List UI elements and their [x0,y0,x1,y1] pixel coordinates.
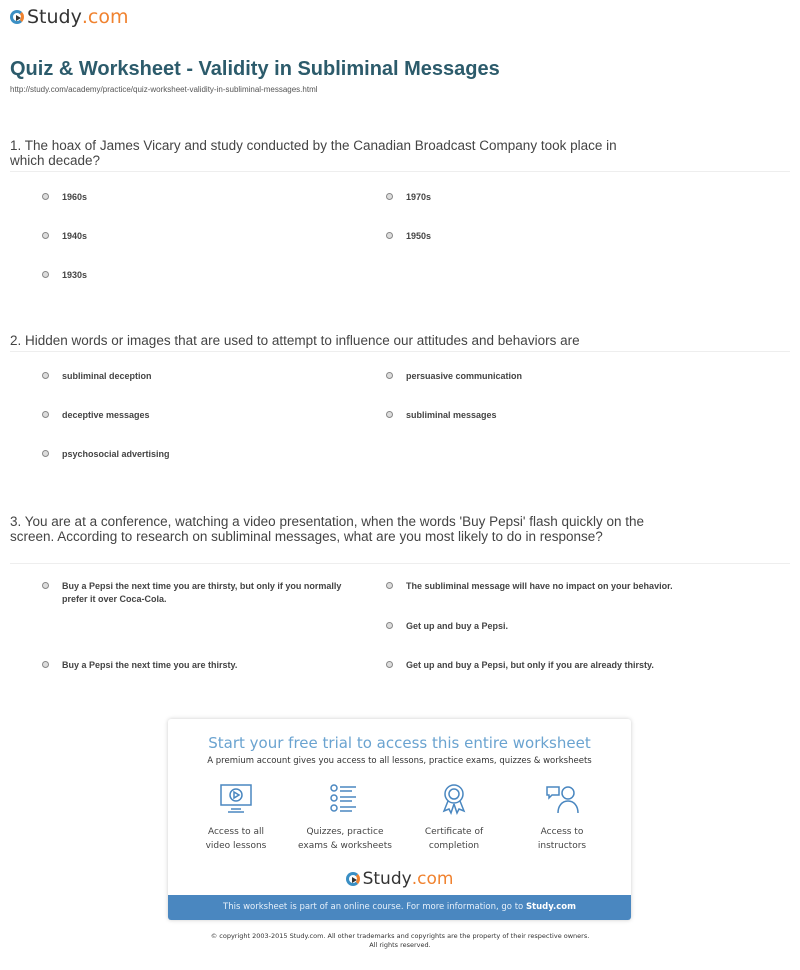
option[interactable]: Get up and buy a Pepsi. [406,620,696,633]
divider [10,171,790,172]
option[interactable]: subliminal deception [62,370,352,383]
option[interactable]: Buy a Pepsi the next time you are thirsty, but only if you normally prefer it over Coca-Cola. [62,580,352,606]
radio-button[interactable] [42,582,49,589]
radio-button[interactable] [42,193,49,200]
checklist-icon [328,783,362,815]
option[interactable]: 1930s [62,269,352,282]
question-3: 3. You are at a conference, watching a video presentation, when the words 'Buy Pepsi' flash quickly on the screen. According to research on subliminal messages, what are you most likely to do in response? [10,514,645,544]
study-link[interactable]: Study.com [525,902,576,912]
radio-button[interactable] [386,622,393,629]
radio-button[interactable] [386,582,393,589]
feature-quizzes: Quizzes, practice exams & worksheets [290,783,400,853]
radio-button[interactable] [386,411,393,418]
play-icon [346,872,360,886]
radio-button[interactable] [42,232,49,239]
option[interactable]: persuasive communication [406,370,696,383]
instructor-chat-icon [545,783,579,815]
option[interactable]: 1940s [62,230,352,243]
option[interactable]: 1970s [406,191,696,204]
radio-button[interactable] [42,271,49,278]
option[interactable]: The subliminal message will have no impact on your behavior. [406,580,696,593]
award-ribbon-icon [437,783,471,815]
question-1: 1. The hoax of James Vicary and study conducted by the Canadian Broadcast Company took place in which decade? [10,138,617,168]
divider [10,351,790,352]
radio-button[interactable] [42,450,49,457]
option[interactable]: deceptive messages [62,409,352,422]
course-info-banner: This worksheet is part of an online course. For more information, go to Study.com [168,895,631,920]
question-2: 2. Hidden words or images that are used to attempt to influence our attitudes and behaviors are [10,333,580,348]
promo-logo: Study .com [168,869,631,889]
promo-heading: Start your free trial to access this entire worksheet [208,734,591,752]
play-icon [10,10,24,24]
promo-subheading: A premium account gives you access to all lessons, practice exams, quizzes & worksheets [207,756,592,766]
option[interactable]: Get up and buy a Pepsi, but only if you are already thirsty. [406,659,696,672]
feature-certificate: Certificate of completion [399,783,509,853]
feature-instructors: Access to instructors [507,783,617,853]
option[interactable]: 1950s [406,230,696,243]
option[interactable]: psychosocial advertising [62,448,352,461]
radio-button[interactable] [42,372,49,379]
radio-button[interactable] [386,661,393,668]
option[interactable]: 1960s [62,191,352,204]
study-logo[interactable]: Study .com [10,6,128,28]
video-monitor-icon [219,783,253,815]
radio-button[interactable] [42,411,49,418]
free-trial-promo [168,719,631,920]
option[interactable]: Buy a Pepsi the next time you are thirsty. [62,659,352,672]
radio-button[interactable] [386,193,393,200]
page-url: http://study.com/academy/practice/quiz-worksheet-validity-in-subliminal-messages.html [10,85,318,94]
radio-button[interactable] [42,661,49,668]
divider [10,563,790,564]
copyright-footer: © copyright 2003-2015 Study.com. All other trademarks and copyrights are the property of their respective owners. All rights reserved. [210,932,590,949]
radio-button[interactable] [386,372,393,379]
radio-button[interactable] [386,232,393,239]
feature-video-lessons: Access to all video lessons [181,783,291,853]
page-title: Quiz & Worksheet - Validity in Subliminal Messages [10,58,500,80]
option[interactable]: subliminal messages [406,409,696,422]
